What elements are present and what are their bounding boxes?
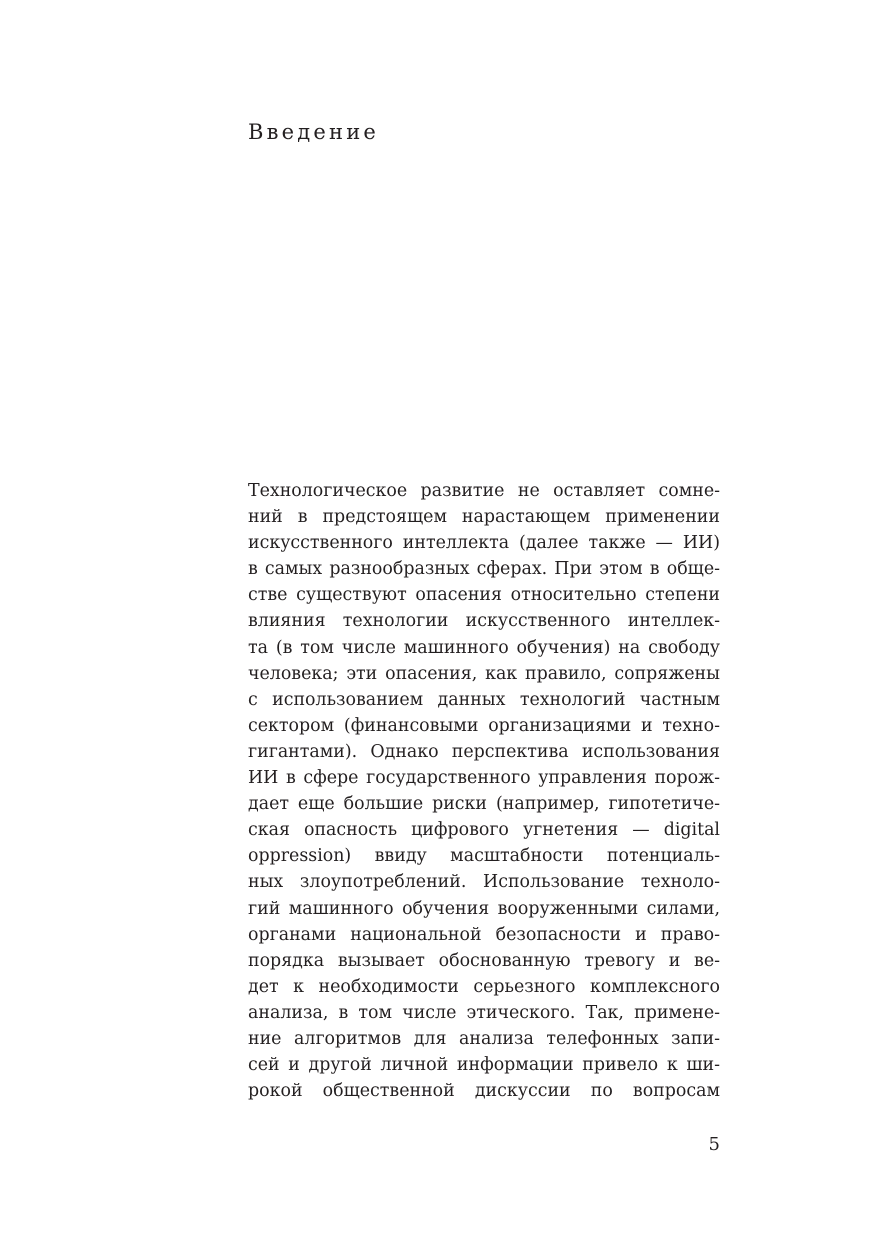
text-line: человека; эти опасения, как правило, сопряжены [248,663,720,684]
text-line: Технологическое развитие не оставляет сомне- [248,481,720,501]
text-line: дет к необходимости серьезного комплексного [248,976,720,997]
text-line: гигантами). Однако перспектива использования [248,741,720,762]
text-line: стве существуют опасения относительно степени [248,585,720,606]
text-line: рокой общественной дискуссии по вопросам [248,1081,720,1102]
text-line: ние алгоритмов для анализа телефонных запи- [248,1028,720,1049]
text-line: та (в том числе машинного обучения) на свободу [248,637,720,658]
text-line: в самых разнообразных сферах. При этом в обще- [248,559,720,580]
text-line: ний в предстоящем нарастающем применении [248,507,720,528]
text-line: дает еще большие риски (например, гипотетиче- [248,794,720,815]
text-line: ных злоупотреблений. Использование техноло- [248,872,720,893]
text-line: сектором (финансовыми организациями и техно- [248,715,720,736]
body-paragraph [248,478,720,1104]
text-line: сей и другой личной информации привело к ши- [248,1055,720,1076]
text-line: гий машинного обучения вооруженными силами, [248,898,720,919]
page-number: 5 [708,1134,720,1155]
text-line: с использованием данных технологий частным [248,689,720,710]
text-line: органами национальной безопасности и право- [248,924,720,945]
text-line: искусственного интеллекта (далее также — ИИ) [248,533,720,554]
text-line: влияния технологии искусственного интеллек- [248,611,720,632]
text-line: порядка вызывает обоснованную тревогу и ве- [248,950,720,971]
text-line: ская опасность цифрового угнетения — digital [248,820,720,841]
text-line: анализа, в том числе этического. Так, примене- [248,1002,720,1023]
text-line: oppression) ввиду масштабности потенциаль- [248,846,720,867]
text-line: ИИ в сфере государственного управления порож- [248,768,720,789]
section-heading: Введение [248,120,380,144]
